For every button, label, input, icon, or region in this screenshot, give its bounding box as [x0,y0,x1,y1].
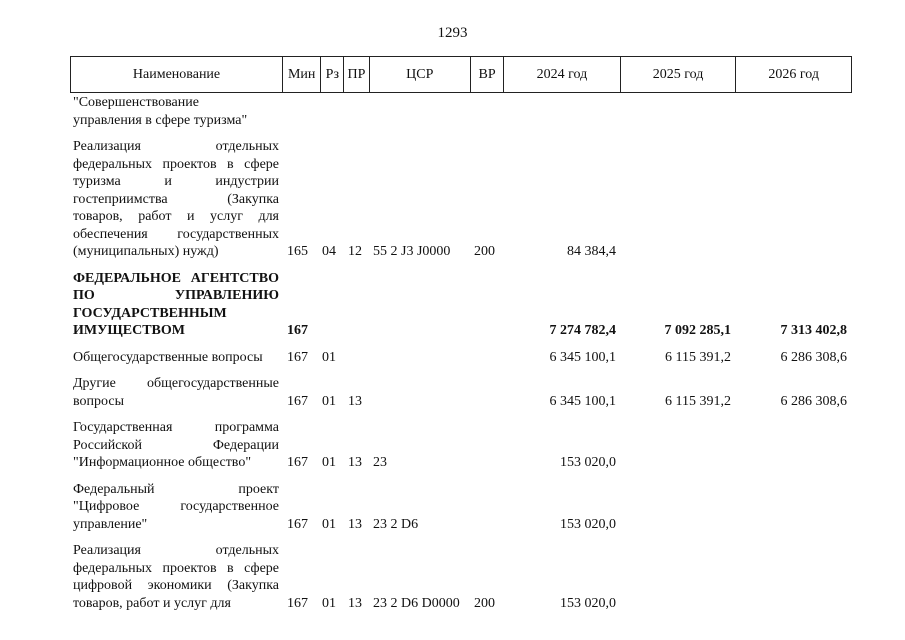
table-row [0,542,905,612]
cell-y2025: 7 092 285,1 [664,323,731,338]
cell-min: 167 [287,349,308,365]
cell-min: 167 [287,393,308,409]
cell-y2026: 6 286 308,6 [780,349,847,365]
header-2026: 2026 год [736,57,852,93]
row-name-line: федеральных проектов в сфере [73,560,279,576]
table-body [0,94,905,621]
table-row [0,138,905,261]
row-name-line: вопросы [73,393,124,409]
row-name-line: Другие общегосударственные [73,376,279,391]
cell-rz: 01 [322,516,336,532]
cell-min: 167 [287,595,308,611]
cell-y2024: 84 384,4 [567,244,616,259]
row-name-line: обеспечения государственных [73,226,279,242]
cell-rz: 04 [322,244,336,259]
cell-vr: 200 [474,244,495,259]
header-pr: ПР [344,57,369,93]
table-row [0,481,905,534]
cell-y2024: 153 020,0 [560,595,616,611]
cell-pr: 13 [348,516,362,532]
table-row [0,349,905,367]
row-name-line: Государственная программа [73,420,279,435]
cell-min: 167 [287,516,308,532]
row-name-line: ПО УПРАВЛЕНИЮ [73,288,279,303]
row-name-line: ИМУЩЕСТВОМ [73,323,185,338]
cell-y2026: 7 313 402,8 [780,323,847,338]
row-name-line: управления в сфере туризма" [73,112,248,128]
header-2025: 2025 год [620,57,736,93]
cell-y2024: 153 020,0 [560,516,616,532]
row-name-line: Реализация отдельных [73,139,279,154]
row-name-line: (муниципальных) нужд) [73,244,219,259]
cell-rz: 01 [322,455,336,470]
cell-csr: 23 2 D6 D0000 [373,595,460,611]
cell-min: 167 [287,323,308,338]
cell-y2024: 153 020,0 [560,455,616,470]
row-name-line: ФЕДЕРАЛЬНОЕ АГЕНТСТВО [73,270,279,286]
cell-min: 165 [287,244,308,259]
row-name [73,270,279,340]
header-min: Мин [283,57,321,93]
row-name [73,94,279,129]
row-name [73,375,279,410]
page-number: 1293 [437,25,468,41]
row-name-line: "Информационное общество" [73,455,252,470]
cell-y2024: 7 274 782,4 [549,323,616,338]
row-name-line: ГОСУДАРСТВЕННЫМ [73,305,227,321]
table-row [0,419,905,472]
row-name-line: Общегосударственные вопросы [73,349,263,365]
row-name-line: товаров, работ и услуг для [73,595,231,611]
cell-vr: 200 [474,595,495,611]
cell-rz: 01 [322,349,336,365]
cell-rz: 01 [322,595,336,611]
row-name-line: Российской Федерации [73,437,279,453]
header-rz: Рз [321,57,344,93]
cell-y2025: 6 115 391,2 [665,349,731,365]
table-header [70,56,852,93]
row-name-line: Федеральный проект [73,481,279,497]
header-name: Наименование [71,57,283,93]
row-name-line: товаров, работ и услуг для [73,209,279,224]
row-name-line: Реализация отдельных [73,543,279,558]
cell-rz: 01 [322,393,336,409]
header-vr: ВР [471,57,504,93]
row-name-line: гостеприимства (Закупка [73,191,279,207]
cell-csr: 55 2 J3 J0000 [373,244,451,259]
row-name [73,349,279,367]
row-name [73,138,279,261]
cell-min: 167 [287,455,308,470]
row-name [73,542,279,612]
table-row [0,375,905,410]
cell-pr: 12 [348,244,362,259]
header-2024: 2024 год [504,57,621,93]
row-name-line: федеральных проектов в сфере [73,156,279,172]
cell-csr: 23 2 D6 [373,516,419,532]
cell-y2025: 6 115 391,2 [665,393,731,409]
row-name-line: "Цифровое государственное [73,499,279,514]
row-name-line: туризма и индустрии [73,174,279,189]
row-name [73,419,279,472]
cell-pr: 13 [348,393,362,409]
table-row [0,270,905,340]
row-name-line: цифровой экономики (Закупка [73,578,279,593]
cell-y2026: 6 286 308,6 [780,393,847,409]
header-csr: ЦСР [369,57,471,93]
cell-pr: 13 [348,595,362,611]
cell-csr: 23 [373,455,387,470]
table-row [0,94,905,129]
row-name-line: "Совершенствование [73,95,199,110]
cell-y2024: 6 345 100,1 [549,349,616,365]
cell-pr: 13 [348,455,362,470]
row-name [73,481,279,534]
cell-y2024: 6 345 100,1 [549,393,616,409]
row-name-line: управление" [73,516,148,532]
